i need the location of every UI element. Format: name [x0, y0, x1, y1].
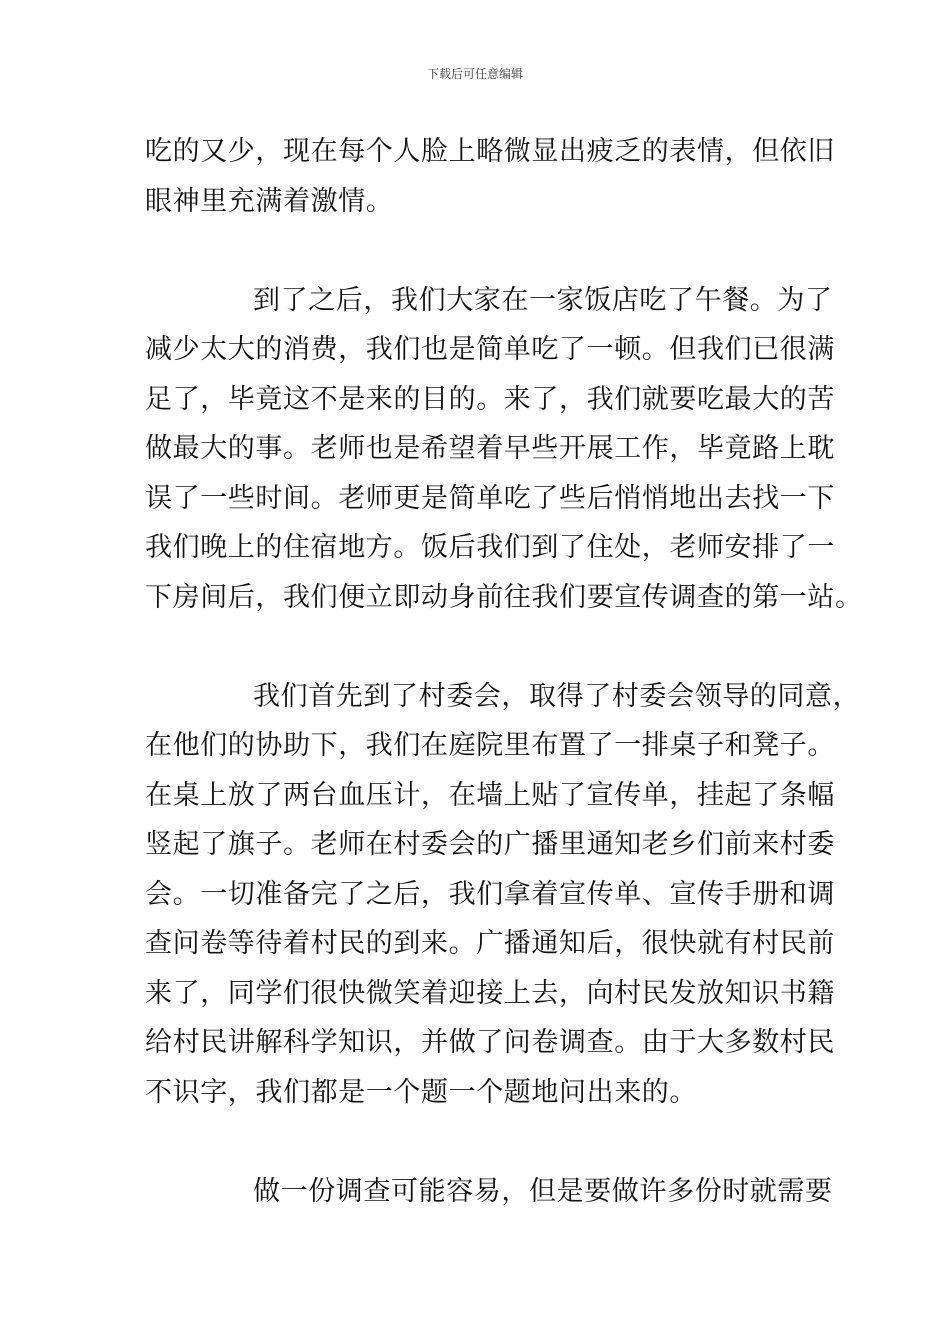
paragraph-gap [145, 226, 835, 276]
text-line: 查问卷等待着村民的到来。广播通知后，很快就有村民前 [145, 928, 835, 959]
text-line: 不识字，我们都是一个题一个题地问出来的。 [145, 1076, 697, 1108]
text-line: 会。一切准备完了之后，我们拿着宣传单、宣传手册和调 [145, 878, 835, 910]
text-line: 足了，毕竟这不是来的目的。来了，我们就要吃最大的苦 [145, 383, 835, 415]
document-body [145, 127, 863, 1216]
text-line: 我们晚上的住宿地方。饭后我们到了住处，老师安排了一 [145, 532, 835, 563]
paragraph-gap [145, 1117, 835, 1167]
paragraph-gap [145, 622, 835, 672]
text-line: 吃的又少，现在每个人脸上略微显出疲乏的表情，但依旧 [145, 136, 835, 167]
text-line: 在他们的协助下，我们在庭院里布置了一排桌子和凳子。 [145, 730, 835, 761]
text-line: 做最大的事。老师也是希望着早些开展工作，毕竟路上耽 [145, 433, 835, 464]
text-line: 下房间后，我们便立即动身前往我们要宣传调查的第一站。 [145, 581, 863, 613]
text-line: 减少太大的消费，我们也是简单吃了一顿。但我们已很满 [145, 334, 835, 365]
text-line: 来了，同学们很快微笑着迎接上去，向村民发放知识书籍 [145, 977, 835, 1009]
page-header: 下载后可任意编辑 [426, 67, 523, 81]
text-line: 眼神里充满着激情。 [145, 185, 394, 217]
text-line: 竖起了旗子。老师在村委会的广播里通知老乡们前来村委 [145, 829, 835, 860]
text-line: 做一份调查可能容易，但是要做许多份时就需要 [253, 1175, 833, 1207]
text-line: 我们首先到了村委会，取得了村委会领导的同意， [253, 680, 861, 712]
text-line: 到了之后，我们大家在一家饭店吃了午餐。为了 [253, 284, 833, 316]
text-line: 误了一些时间。老师更是简单吃了些后悄悄地出去找一下 [145, 482, 835, 514]
text-line: 在桌上放了两台血压计，在墙上贴了宣传单，挂起了条幅 [145, 779, 835, 811]
text-line: 给村民讲解科学知识，并做了问卷调查。由于大多数村民 [145, 1027, 835, 1058]
